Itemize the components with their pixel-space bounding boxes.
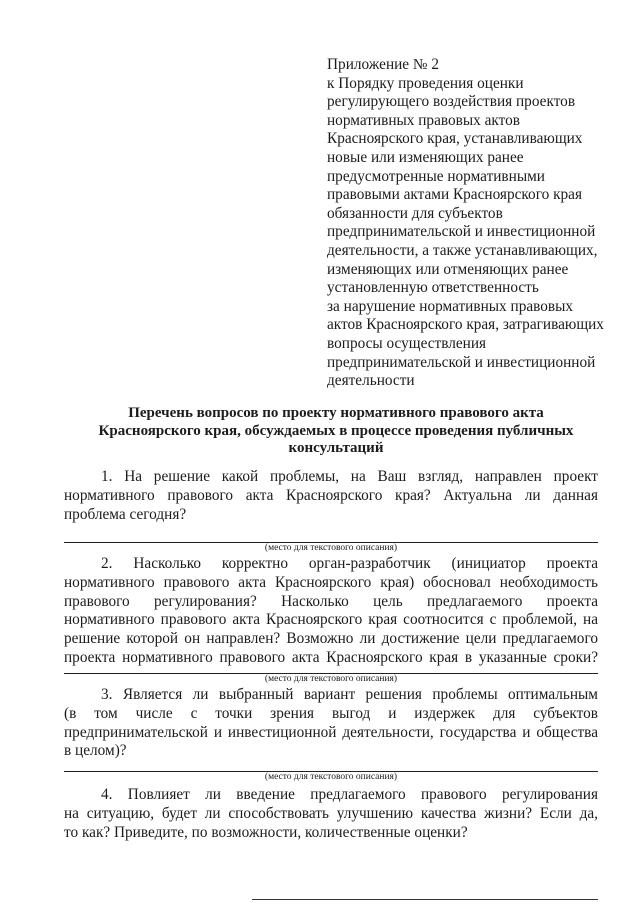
answer-line [252,899,598,900]
appendix-line: установленную ответственность [327,279,539,297]
appendix-line: за нарушение нормативных правовых [327,297,574,315]
question-line: нормативного правового акта Красноярского края) обосновал необходимость [64,573,598,591]
appendix-line: Красноярского края, устанавливающих [327,130,583,148]
question-line: на ситуацию, будет ли способствовать улучшению качества жизни? Если да, [64,804,598,822]
appendix-line: деятельности [327,372,415,390]
appendix-line: регулирующего воздействия проектов [327,93,576,111]
appendix-line: нормативных правовых актов [327,111,520,129]
appendix-line: предпринимательской и инвестиционной [327,223,596,241]
question-line: то как? Приведите, по возможности, количественные оценки? [64,823,468,841]
appendix-line: изменяющих или отменяющих ранее [327,260,569,278]
answer-caption: (место для текстового описания) [264,772,398,782]
appendix-header [327,56,617,391]
document-title [72,405,600,458]
appendix-line: новые или изменяющих ранее [327,148,524,166]
appendix-line: обязанности для субъектов [327,204,503,222]
question-line: предпринимательской и инвестиционной деятельности, государства и общества [64,723,598,741]
question-line: в целом)? [64,742,127,760]
question-line: (в том числе с точки зрения выгод и издержек для субъектов [64,704,598,722]
question-line: 2. Насколько корректно орган-разработчик (инициатор проекта [101,555,598,572]
title-line: консультаций [288,440,384,456]
appendix-line: деятельности, а также устанавливающих, [327,241,598,259]
answer-caption: (место для текстового описания) [264,543,398,553]
question-line: проекта нормативного правового акта Красноярского края в указанные сроки? [64,648,598,666]
question-line: решение которой он направлен? Возможно ли достижение цели предлагаемого [64,630,598,648]
appendix-line: предпринимательской и инвестиционной [327,353,596,371]
question-3 [64,686,598,761]
question-line: нормативного правового акта Красноярского края? Актуальна ли данная [64,486,598,504]
answer-caption: (место для текстового описания) [264,674,398,684]
appendix-line: Приложение № 2 [327,56,439,73]
question-4 [64,786,598,842]
question-1 [64,468,598,524]
title-line: Перечень вопросов по проекту нормативного правового акта [128,405,544,421]
question-line: 4. Повлияет ли введение предлагаемого правового регулирования [101,786,598,803]
appendix-line: актов Красноярского края, затрагивающих [327,316,604,334]
question-2 [64,555,598,668]
question-line: нормативного правового акта Красноярского края соотносится с проблемой, на [64,611,598,629]
question-line: правового регулирования? Насколько цель предлагаемого проекта [64,592,598,610]
title-line: Красноярского края, обсуждаемых в процессе проведения публичных [98,422,574,439]
appendix-line: к Порядку проведения оценки [327,74,524,92]
question-line: 1. На решение какой проблемы, на Ваш взгляд, направлен проект [101,468,598,485]
question-line: проблема сегодня? [64,505,187,523]
question-line: 3. Является ли выбранный вариант решения проблемы оптимальным [101,686,598,703]
appendix-line: вопросы осуществления [327,334,487,352]
appendix-line: предусмотренные нормативными [327,167,545,185]
appendix-line: правовыми актами Красноярского края [327,186,582,204]
